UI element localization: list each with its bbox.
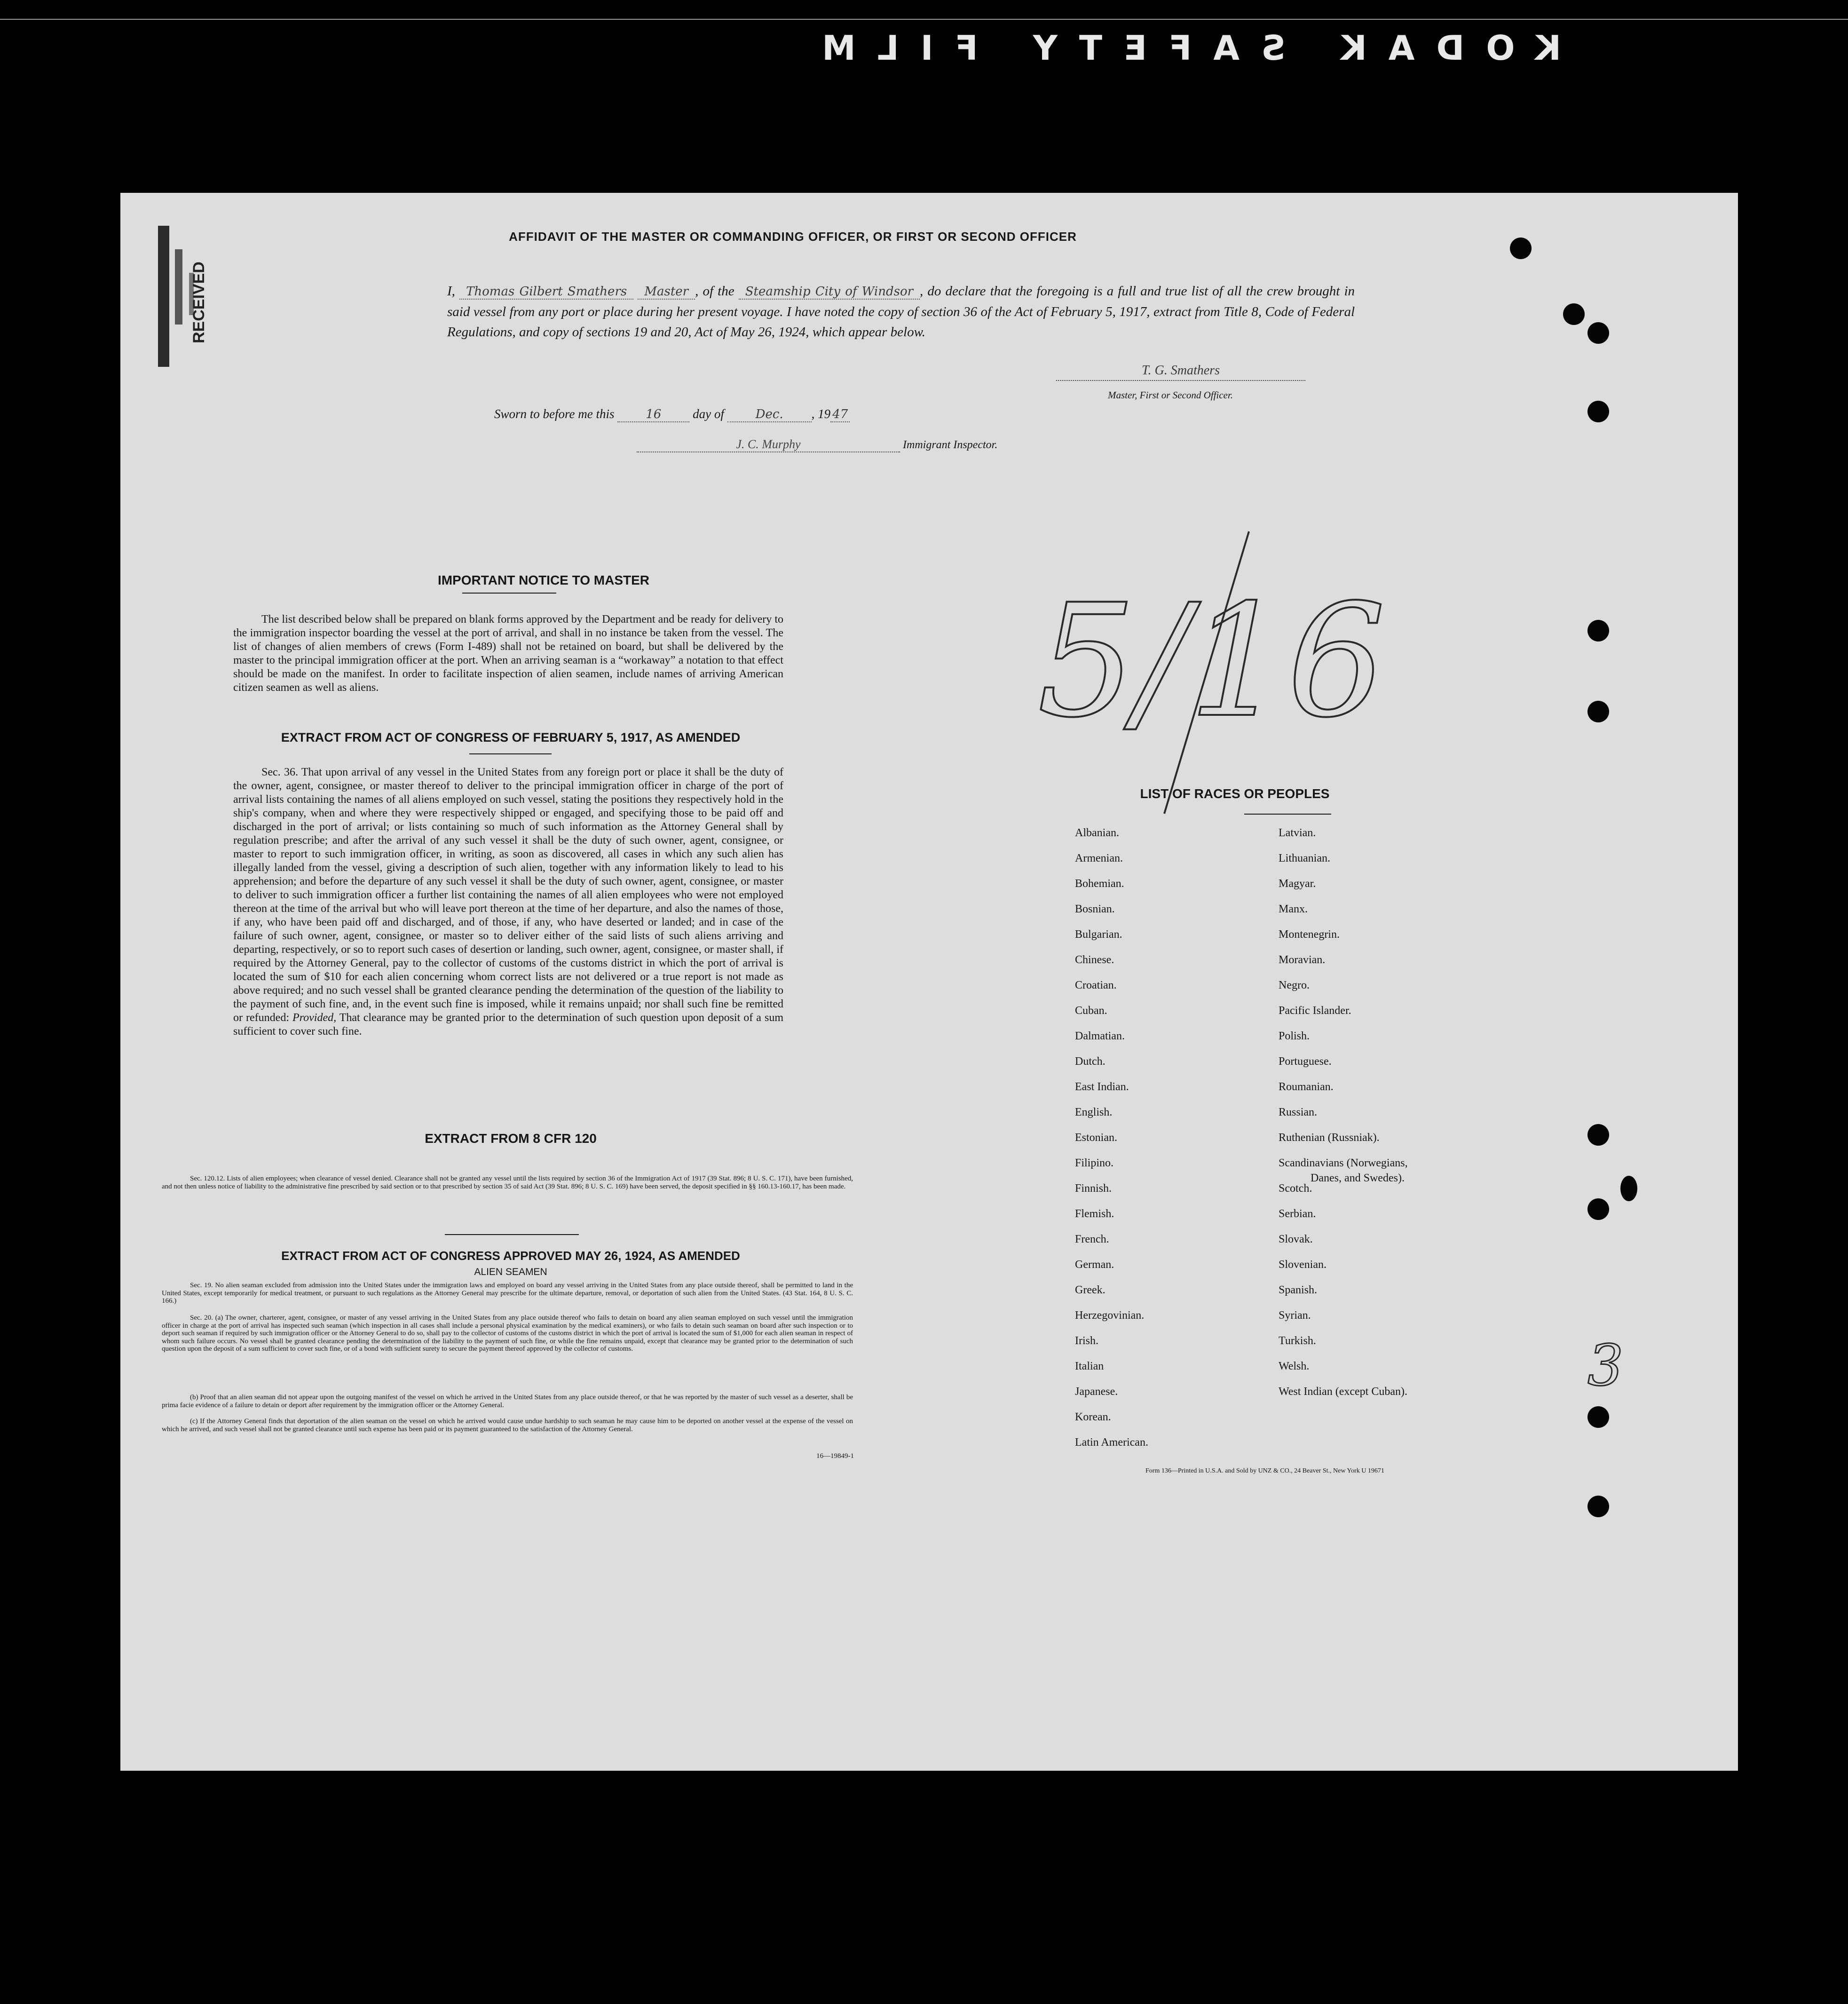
- vessel-name: Steamship City of Windsor: [739, 285, 920, 300]
- master-name: Thomas Gilbert Smathers: [459, 285, 633, 300]
- act1924-sec20b: (b) Proof that an alien seaman did not appear upon the outgoing manifest of the vessel on which he arrived in the United States from any place outside thereof, or that he was reported by the master of such vessel as a deserter, shall be prima facie evidence of a failure to detain or deport after requirement by the immigration officer or the Attorney General.: [162, 1394, 853, 1409]
- sworn-year: 47: [830, 407, 850, 422]
- race-item: Dalmatian.: [1075, 1030, 1125, 1042]
- master-rank: Master: [638, 285, 695, 300]
- race-item: Welsh.: [1279, 1360, 1310, 1372]
- race-item: Filipino.: [1075, 1157, 1114, 1169]
- race-item: Italian: [1075, 1360, 1104, 1372]
- race-item: Latin American.: [1075, 1436, 1148, 1449]
- act1917-text: [233, 766, 783, 1038]
- race-item: Roumanian.: [1279, 1081, 1334, 1093]
- race-item: Serbian.: [1279, 1208, 1316, 1220]
- punch-hole: [1587, 620, 1609, 642]
- race-item: Herzegovinian.: [1075, 1309, 1145, 1322]
- punch-hole: [1587, 401, 1609, 422]
- sworn-line: [494, 407, 850, 421]
- races-rule: [1244, 814, 1331, 815]
- inspector-signature: J. C. Murphy: [637, 437, 900, 452]
- punch-hole: [1510, 238, 1532, 259]
- race-item: Scotch.: [1279, 1182, 1312, 1195]
- master-signature: T. G. Smathers: [1056, 363, 1305, 381]
- notice-text: The list described below shall be prepared on blank forms approved by the Department and be ready for delivery to the immigration inspector boarding the vessel at the port of arrival, and shall in no instance be taken from the vessel. The list of changes of alien members of crews (Form I-489) shall not be retained on board, but shall be delivered by the master to the principal immigration officer at the port. When an arriving seaman is a “workaway” a notation to that effect should be made on the manifest. In order to facilitate inspection of alien seamen, include names of arriving American citizen seamen as well as aliens.: [233, 613, 783, 694]
- race-item: Turkish.: [1279, 1335, 1316, 1347]
- act1924-sec19: Sec. 19. No alien seaman excluded from admission into the United States under the immigration laws and employed on board any vessel arriving in the United States from any place outside thereof, shall be permitted to land in the United States, except temporarily for medical treatment, or pursuant to such regulations as the Attorney General may prescribe for the ultimate departure, removal, or deportation of such alien from the United States. (43 Stat. 164, 8 U. S. C. 166.): [162, 1282, 853, 1305]
- act1924-title: EXTRACT FROM ACT OF CONGRESS APPROVED MAY 26, 1924, AS AMENDED: [281, 1249, 740, 1263]
- race-item: Croatian.: [1075, 979, 1117, 991]
- notice-rule: [462, 593, 556, 594]
- affidavit-i: I,: [447, 284, 455, 299]
- race-item: Spanish.: [1279, 1284, 1318, 1296]
- received-stamp: [149, 221, 219, 372]
- race-item: Dutch.: [1075, 1055, 1106, 1068]
- race-item: Greek.: [1075, 1284, 1106, 1296]
- race-item: Bohemian.: [1075, 878, 1124, 890]
- sworn-year-prefix: , 19: [811, 407, 831, 421]
- do-declare-text: , do declare: [920, 284, 986, 299]
- film-edge-line: [0, 19, 1848, 20]
- race-item: Irish.: [1075, 1335, 1098, 1347]
- inspector-caption: Immigrant Inspector.: [903, 439, 998, 451]
- sworn-day-of: day of: [693, 407, 724, 421]
- act1924-sec20c: (c) If the Attorney General finds that deportation of the alien seaman on the vessel on which he arrived would cause undue hardship to such seaman he may cause him to be deported on another vessel at the expense of the vessel on which he arrived, and such vessel shall not be granted clearance until such expense has been paid or its payment guaranteed to the satisfaction of the Attorney General.: [162, 1418, 853, 1433]
- race-item: Slovenian.: [1279, 1259, 1327, 1271]
- sworn-day: 16: [617, 407, 689, 422]
- race-item: Bosnian.: [1075, 903, 1115, 915]
- race-item: Lithuanian.: [1279, 852, 1330, 864]
- punch-hole: [1587, 1406, 1609, 1428]
- signature-caption: Master, First or Second Officer.: [1108, 389, 1233, 401]
- race-item: Pacific Islander.: [1279, 1005, 1351, 1017]
- race-item: Montenegrin.: [1279, 928, 1340, 941]
- races-title: LIST OF RACES OR PEOPLES: [1140, 786, 1330, 801]
- race-item: Albanian.: [1075, 827, 1119, 839]
- act1924-subtitle: ALIEN SEAMEN: [474, 1267, 547, 1277]
- race-item: Estonian.: [1075, 1132, 1117, 1144]
- cfr-title: EXTRACT FROM 8 CFR 120: [425, 1131, 597, 1146]
- race-item: English.: [1075, 1106, 1113, 1118]
- race-item: East Indian.: [1075, 1081, 1129, 1093]
- punch-hole: [1587, 1496, 1609, 1517]
- cfr-rule: [445, 1234, 579, 1235]
- of-the-text: , of the: [695, 284, 734, 299]
- punch-hole: [1587, 701, 1609, 722]
- race-item: Russian.: [1279, 1106, 1318, 1118]
- race-item: Manx.: [1279, 903, 1308, 915]
- race-item: Chinese.: [1075, 954, 1114, 966]
- race-item: Finnish.: [1075, 1182, 1112, 1195]
- punch-hole: [1563, 303, 1585, 325]
- stamp-text: RECEIVED: [190, 261, 208, 343]
- punch-hole: [1587, 322, 1609, 344]
- margin-number: 3: [1587, 1336, 1624, 1392]
- race-item: Flemish.: [1075, 1208, 1114, 1220]
- punch-hole: [1587, 1198, 1609, 1220]
- fraction-text: 5/16: [1037, 571, 1386, 752]
- race-item: Portuguese.: [1279, 1055, 1332, 1068]
- handwritten-three: [1573, 1336, 1653, 1392]
- act1917-proviso: That clearance may be granted prior to the determination of such question upon deposit of a sum sufficient to cover such fine.: [233, 1012, 784, 1038]
- cfr-text: Sec. 120.12. Lists of alien employees; when clearance of vessel denied. Clearance shall not be granted any vessel until the lists required by section 36 of the Immigration Act of 1917 (39 Stat. 896; 8 U. S. C. 171), have been furnished, and not then unless notice of liability to the administrative fine prescribed by said section or to that prescribed by section 35 of said Act (39 Stat. 896; 8 U. S. C. 169) have been served, the deposit specified in §§ 160.13-160.17, has been made.: [162, 1175, 853, 1190]
- act1924-sec20a: Sec. 20. (a) The owner, charterer, agent, consignee, or master of any vessel arriving in the United States from any place outside thereof who fails to detain on board any alien seaman employed on such vessel until the immigration officer in charge at the port of arrival has inspected such seaman (which inspection in all cases shall include a personal physical examination by the medical examiners), or who fails to detain such seaman on board after such inspection or to deport such seaman if required by such immigration officer or the Attorney General to do so, shall pay to the collector of customs of the customs district in which the port of arrival is located the sum of $1,000 for each alien seaman in respect of whom such failure occurs. No vessel shall be granted clearance pending the determination of the liability to the payment of such fine, or while the fine remains unpaid, except that clearance may be granted prior to the determination of such question upon the deposit of a sum sufficient to cover such fine, or of a bond with sufficient surety to secure the payment thereof approved by the collector of customs.: [162, 1314, 853, 1353]
- race-item: Moravian.: [1279, 954, 1326, 966]
- act1917-body: That upon arrival of any vessel in the United States from any foreign port or place it shall be the duty of the owner, agent, consignee, or master thereof to deliver to the principal immigration officer in charge of the port of arrival lists containing the names of all aliens employed on such vessel, stating the positions they respectively hold in the ship's company, when and where they were respectively shipped or engaged, and specifying those to be paid off and discharged in the port of arrival; or lists containing so much of such information as the Attorney General shall by regulation prescribe; and after the arrival of any such vessel it shall be the duty of such owner, agent, consignee, or master to report to such immigration officer, in writing, as soon as discovered, all cases in which any such alien has illegally landed from the vessel, giving a description of such alien, together with any information likely to lead to his apprehension; and before the departure of any such vessel it shall be the duty of such owner, agent, consignee, or master to deliver to such immigration officer a further list containing the names of all alien employees who were not employed thereon at the time of the arrival but who will leave port thereon at the time of her departure, and also the names of those, if any, who have been paid off and discharged, and of those, if any, who have deserted or landed; and in case of the failure of such owner, agent, consignee, or master so to deliver either of the said lists of such aliens arriving and departing, respectively, or so to report such cases of desertion or landing, such owner, agent, consignee, or master shall, if required by the Attorney General, pay to the collector of customs of the customs district in which the port of arrival is located the sum of $10 for each alien concerning whom correct lists are not delivered or a true report is not made as above required; and no such vessel shall be granted clearance pending the determination of the question of the liability to the payment of such fine, and, in the event such fine is imposed, while it remains unpaid; nor shall such fine be remitted or refunded:: [233, 766, 783, 1024]
- race-item: Danes, and Swedes).: [1311, 1172, 1405, 1184]
- act1917-rule: [469, 753, 552, 754]
- race-item: Japanese.: [1075, 1386, 1118, 1398]
- act1917-section: Sec. 36.: [261, 766, 298, 778]
- film-edge-text: KODAK SAFETY FILM: [800, 28, 1561, 68]
- race-item: Cuban.: [1075, 1005, 1107, 1017]
- inspector-line: [637, 437, 997, 452]
- race-item: Magyar.: [1279, 878, 1316, 890]
- race-item: Latvian.: [1279, 827, 1316, 839]
- race-item: Bulgarian.: [1075, 928, 1122, 941]
- act1917-title: EXTRACT FROM ACT OF CONGRESS OF FEBRUARY 5, 1917, AS AMENDED: [281, 730, 741, 745]
- notice-title: IMPORTANT NOTICE TO MASTER: [437, 573, 650, 587]
- sworn-prefix: Sworn to before me this: [494, 407, 615, 421]
- punch-hole: [1587, 1124, 1609, 1146]
- race-item: Syrian.: [1279, 1309, 1311, 1322]
- punch-hole: [1620, 1176, 1637, 1201]
- form-note: Form 136—Printed in U.S.A. and Sold by UNZ & CO., 24 Beaver St., New York U 19671: [1145, 1467, 1384, 1474]
- race-item: Armenian.: [1075, 852, 1123, 864]
- affidavit-heading: AFFIDAVIT OF THE MASTER OR COMMANDING OFFICER, OR FIRST OR SECOND OFFICER: [509, 230, 1077, 244]
- race-item: West Indian (except Cuban).: [1279, 1386, 1407, 1398]
- affidavit-body: that the foregoing is a full and true list of all the crew brought in said vessel from any port or place during her present voyage. I have noted the copy of section 36 of the Act of February 5, 1917, extract from Title 8, Code of Federal Regulations, and copy of sections 19 and 20, Act of May 26, 1924, which appear below.: [447, 284, 1355, 340]
- document-sheet: [120, 193, 1738, 1771]
- act1917-proviso-word: Provided,: [292, 1012, 337, 1024]
- race-item: German.: [1075, 1259, 1114, 1271]
- race-item: Scandinavians (Norwegians,: [1279, 1157, 1408, 1169]
- race-item: French.: [1075, 1233, 1109, 1245]
- race-item: Ruthenian (Russniak).: [1279, 1132, 1380, 1144]
- race-item: Polish.: [1279, 1030, 1310, 1042]
- sworn-month: Dec.: [727, 407, 812, 422]
- act1924-form-code: 16—19849-1: [816, 1452, 854, 1460]
- race-item: Korean.: [1075, 1411, 1111, 1423]
- race-item: Slovak.: [1279, 1233, 1313, 1245]
- affidavit-statement: [447, 281, 1355, 342]
- race-item: Negro.: [1279, 979, 1310, 991]
